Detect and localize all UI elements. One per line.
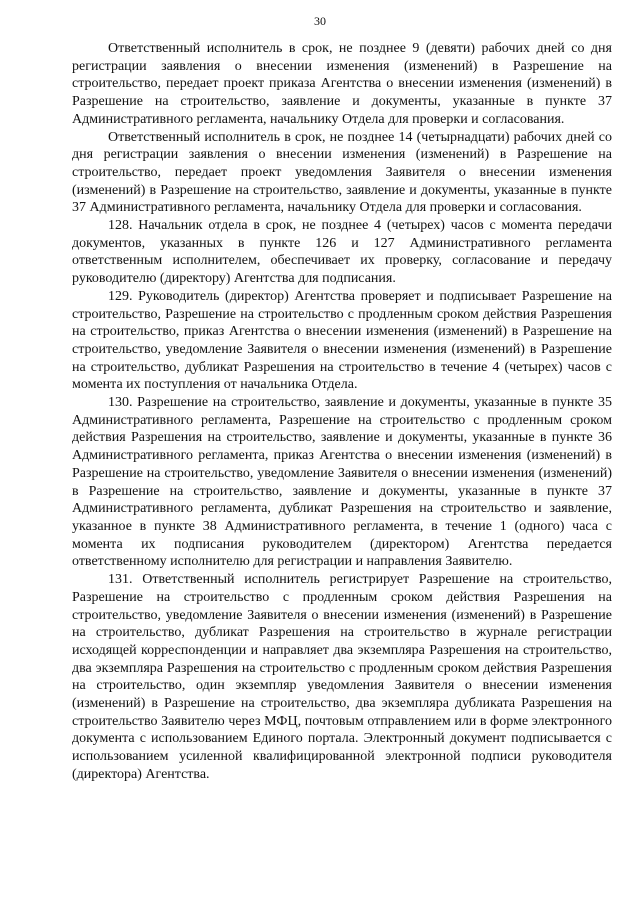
paragraph-deadline-notification: Ответственный исполнитель в срок, не позднее 14 (четырнадцати) рабочих дней со дня регистрации заявления о внесении изменения (изменений) в Разрешение на строительство, передает проект уведомления Заявителя о внесении изменения (изменений) в Разрешение на строительство, заявление и документы, указанные в пункте 37 Административного регламента, начальнику Отдела для проверки и согласования. [72, 129, 612, 216]
document-body [72, 40, 612, 784]
page-number: 30 [314, 14, 326, 28]
paragraph-129: 129. Руководитель (директор) Агентства проверяет и подписывает Разрешение на строительство, Разрешение на строительство с продленным сроком действия Разрешения на строительство, приказ Агентства о внесении изменения (изменений) в Разрешение на строительство, уведомление Заявителя о внесении изменения (изменений) в Разрешение на строительство, дубликат Разрешения на строительство в течение 4 (четырех) часов с момента их поступления от начальника Отдела. [72, 288, 612, 393]
paragraph-128: 128. Начальник отдела в срок, не позднее 4 (четырех) часов с момента передачи документов, указанных в пункте 126 и 127 Административного регламента ответственным исполнителем, обеспечивает их проверку, согласование и передачу руководителю (директору) Агентства для подписания. [72, 218, 612, 287]
paragraph-131: 131. Ответственный исполнитель регистрирует Разрешение на строительство, Разрешение на строительство с продленным сроком действия Разрешения на строительство, уведомление Заявителя о внесении изменения (изменений) в Разрешение на строительство, дубликат Разрешения на строительство в журнале регистрации исходящей корреспонденции и направляет два экземпляра Разрешения на строительство, два экземпляра Разрешения на строительство с продленным сроком действия Разрешения на строительство, один экземпляр уведомления Заявителя о внесении изменения (изменений) в Разрешение на строительство, два экземпляра дубликата Разрешения на строительство Заявителю через МФЦ, почтовым отправлением или в форме электронного документа с использованием Единого портала. Электронный документ подписывается с использованием усиленной квалифицированной электронной подписи руководителя (директора) Агентства. [72, 572, 612, 782]
paragraph-deadline-order: Ответственный исполнитель в срок, не позднее 9 (девяти) рабочих дней со дня регистрации заявления о внесении изменения (изменений) в Разрешение на строительство, передает проект приказа Агентства о внесении изменения (изменений) в Разрешение на строительство, заявление и документы, указанные в пункте 37 Административного регламента, начальнику Отдела для проверки и согласования. [72, 41, 612, 127]
paragraph-130: 130. Разрешение на строительство, заявление и документы, указанные в пункте 35 Административного регламента, Разрешение на строительство с продленным сроком действия Разрешения на строительство, заявление и документы, указанные в пункте 36 Административного регламента, приказ Агентства о внесении изменения (изменений) в Разрешение на строительство, уведомление Заявителя о внесении изменения (изменений) в Разрешение на строительство, заявление и документы, указанные в пункте 37 Административного регламента, дубликат Разрешения на строительство и заявление, указанное в пункте 38 Административного регламента, в течение 1 (одного) часа с момента их подписания руководителем (директором) Агентства передается ответственному исполнителю для регистрации и направления Заявителю. [72, 395, 612, 570]
